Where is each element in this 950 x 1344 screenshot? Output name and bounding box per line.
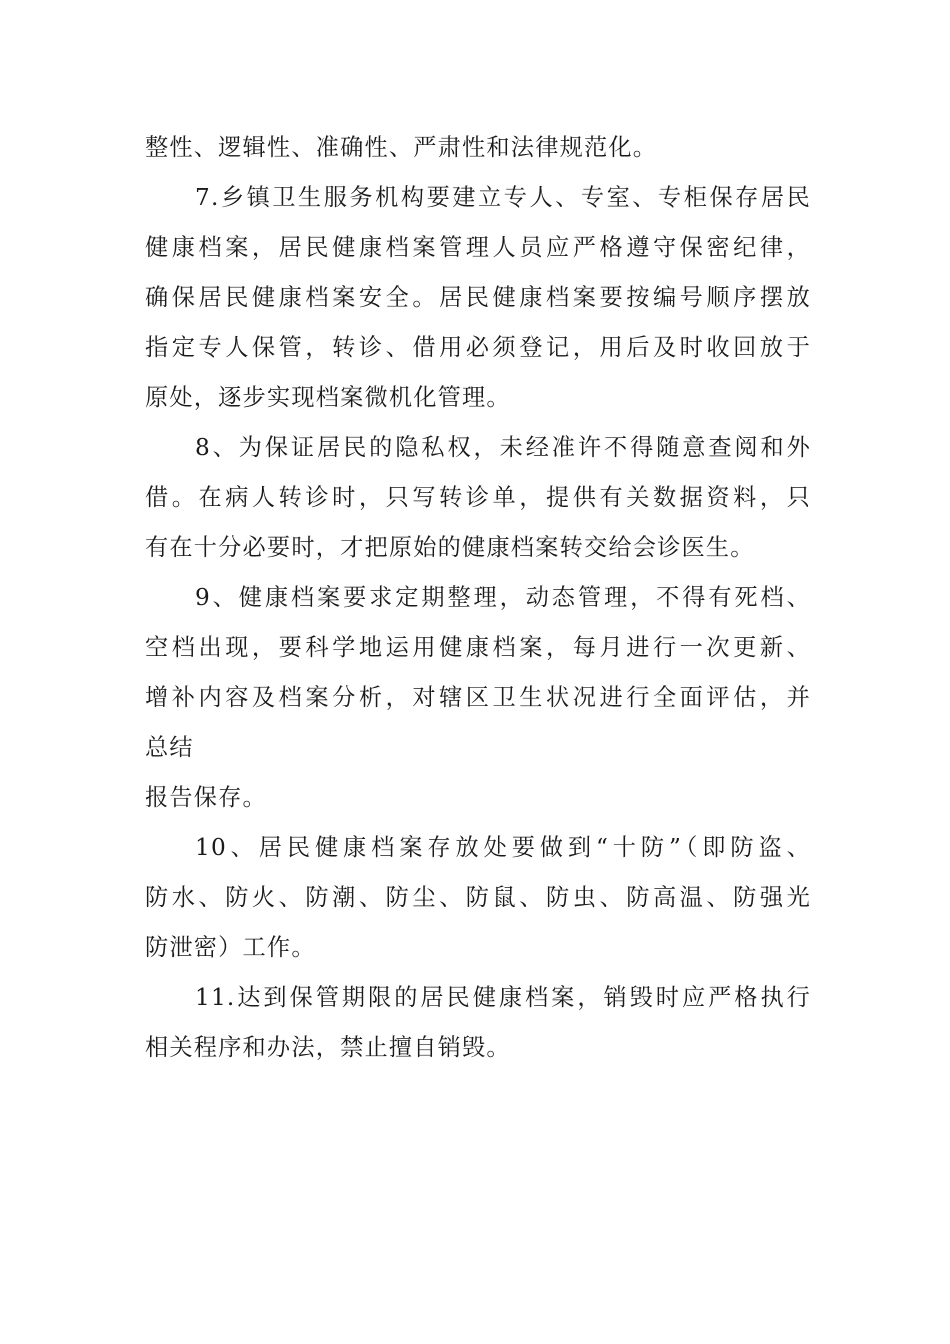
text-line: 报告保存。	[145, 784, 267, 811]
text-line: 防泄密）工作。	[145, 934, 316, 961]
text-line: 7.乡镇卫生服务机构要建立专人、专室、专柜保存居民	[195, 184, 811, 211]
text-line: 增补内容及档案分析，对辖区卫生状况进行全面评估，并	[145, 684, 811, 711]
text-line: 整性、逻辑性、准确性、严肃性和法律规范化。	[145, 134, 658, 161]
text-line: 指定专人保管，转诊、借用必须登记，用后及时收回放于	[145, 334, 811, 361]
text-line: 借。在病人转诊时，只写转诊单，提供有关数据资料，只	[145, 484, 811, 511]
text-line: 健康档案，居民健康档案管理人员应严格遵守保密纪律，	[145, 234, 811, 261]
text-line: 10、居民健康档案存放处要做到“十防”（即防盗、	[195, 834, 811, 861]
text-line: 有在十分必要时，才把原始的健康档案转交给会诊医生。	[145, 534, 755, 561]
text-line: 原处，逐步实现档案微机化管理。	[145, 384, 511, 411]
document-body	[145, 123, 811, 1073]
text-line: 相关程序和办法，禁止擅自销毁。	[145, 1034, 511, 1061]
text-line: 9、健康档案要求定期整理，动态管理，不得有死档、	[195, 584, 811, 611]
text-line: 确保居民健康档案安全。居民健康档案要按编号顺序摆放	[145, 284, 811, 311]
text-line: 防水、防火、防潮、防尘、防鼠、防虫、防高温、防强光	[145, 884, 811, 911]
text-line: 8、为保证居民的隐私权，未经准许不得随意查阅和外	[195, 434, 811, 461]
text-line: 11.达到保管期限的居民健康档案，销毁时应严格执行	[195, 984, 811, 1011]
text-line: 总结	[145, 734, 194, 761]
text-line: 空档出现，要科学地运用健康档案，每月进行一次更新、	[145, 634, 811, 661]
